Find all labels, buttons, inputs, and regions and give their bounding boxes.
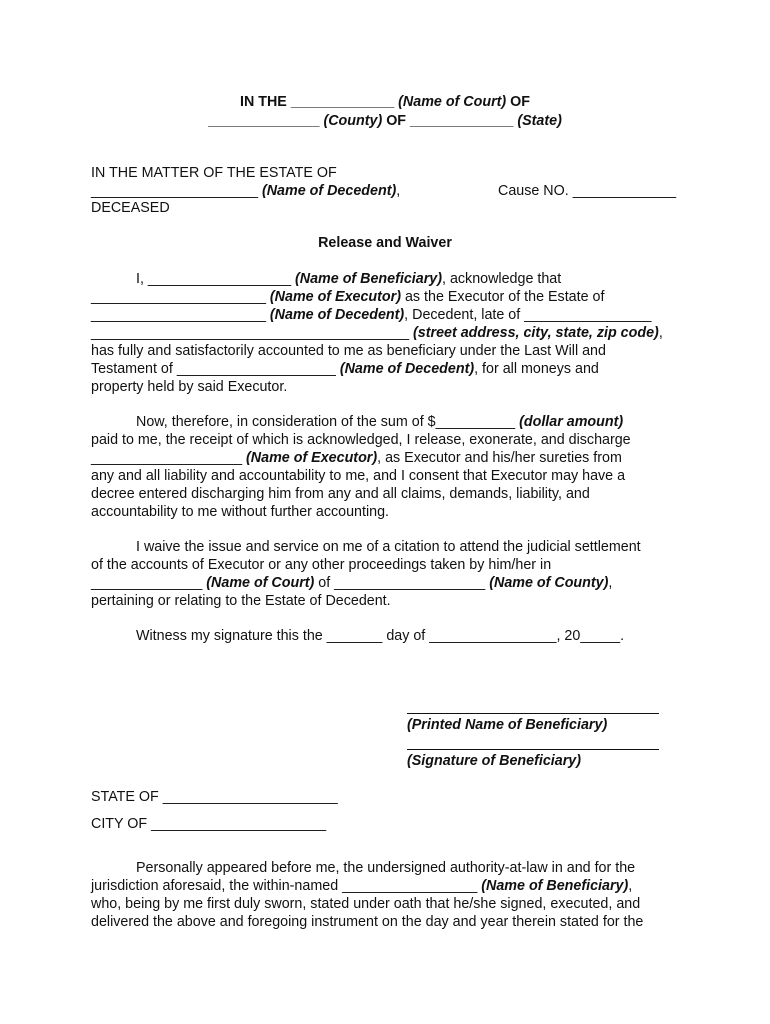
para4-line2: jurisdiction aforesaid, the within-named _________________ (Name of Beneficiary), — [91, 878, 633, 894]
para2-line1: Now, therefore, in consideration of the sum of $__________ (dollar amount) — [136, 414, 624, 430]
para2-line4: any and all liability and accountability to me, and I consent that Executor may have a — [91, 468, 626, 484]
para3-line3: ______________ (Name of Court) of ___________________ (Name of County), — [91, 575, 613, 591]
estate-matter-label: IN THE MATTER OF THE ESTATE OF — [91, 165, 337, 181]
decedent-name-field: _____________________ (Name of Decedent), — [91, 183, 401, 199]
cause-number-field: Cause NO. _____________ — [498, 183, 677, 199]
para3-line2: of the accounts of Executor or any other proceedings taken by him/her in — [91, 557, 552, 573]
para4-line1: Personally appeared before me, the undersigned authority-at-law in and for the — [136, 860, 636, 876]
signature-label: (Signature of Beneficiary) — [407, 753, 581, 769]
court-heading-line2: ______________ (County) OF _____________ (State) — [208, 113, 562, 129]
deceased-label: DECEASED — [91, 200, 170, 216]
para2-line3: ___________________ (Name of Executor), as Executor and his/her sureties from — [91, 450, 622, 466]
signature-line — [407, 749, 659, 750]
para2-line5: decree entered discharging him from any and all claims, demands, liability, and — [91, 486, 590, 502]
para3-line1: I waive the issue and service on me of a citation to attend the judicial settlement — [136, 539, 641, 555]
printed-name-line — [407, 713, 659, 714]
para2-line2: paid to me, the receipt of which is acknowledged, I release, exonerate, and discharge — [91, 432, 631, 448]
printed-name-label: (Printed Name of Beneficiary) — [407, 717, 608, 733]
court-heading-line1: IN THE _____________ (Name of Court) OF — [239, 94, 531, 110]
para1-line5: has fully and satisfactorily accounted to me as beneficiary under the Last Will and — [91, 343, 606, 359]
para1-line7: property held by said Executor. — [91, 379, 288, 395]
para1-line1: I, __________________ (Name of Beneficiary), acknowledge that — [136, 271, 562, 287]
para1-line2: ______________________ (Name of Executor) as the Executor of the Estate of — [91, 289, 605, 305]
para1-line6: Testament of ____________________ (Name of Decedent), for all moneys and — [91, 361, 599, 377]
para4-line3: who, being by me first duly sworn, stated under oath that he/she signed, executed, and — [91, 896, 641, 912]
witness-line: Witness my signature this the _______ day of ________________, 20_____. — [136, 628, 625, 644]
state-of-field: STATE OF ______________________ — [91, 789, 338, 805]
para4-line4: delivered the above and foregoing instrument on the day and year therein stated for the — [91, 914, 644, 930]
document-title: Release and Waiver — [318, 235, 452, 251]
para1-line3: ______________________ (Name of Decedent), Decedent, late of ________________ — [91, 307, 652, 323]
para1-line4: ________________________________________ (street address, city, state, zip code), — [91, 325, 663, 341]
city-of-field: CITY OF ______________________ — [91, 816, 327, 832]
para3-line4: pertaining or relating to the Estate of Decedent. — [91, 593, 391, 609]
para2-line6: accountability to me without further accounting. — [91, 504, 390, 520]
